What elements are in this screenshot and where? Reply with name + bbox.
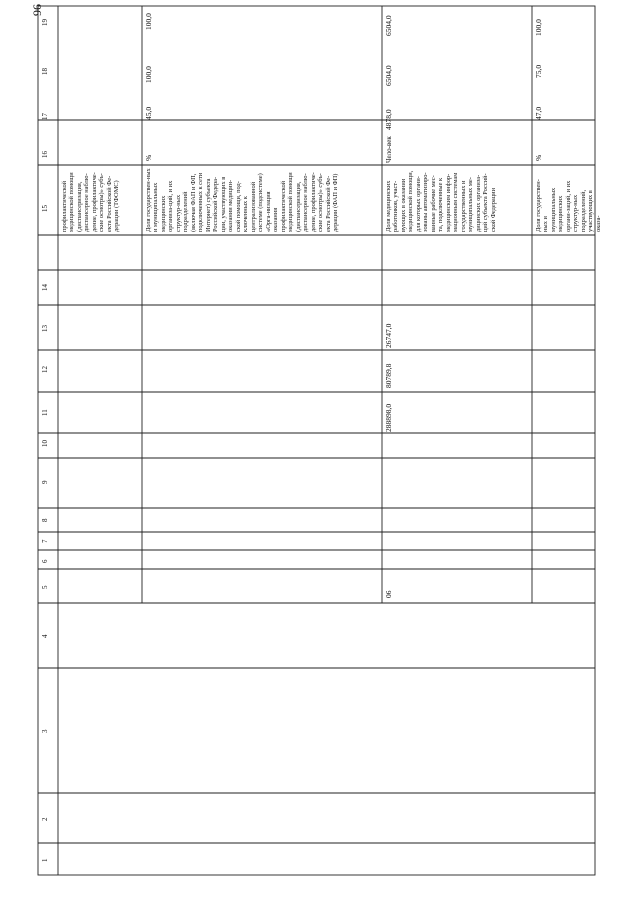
table-row-1-col18: 100,0	[144, 66, 153, 83]
column-number-9: 9	[41, 480, 49, 484]
table-row-3-col17: 47,0	[534, 106, 543, 120]
table-row-2-col18: 6504,0	[384, 65, 393, 86]
column-number-19: 19	[41, 19, 49, 26]
column-number-1: 1	[41, 858, 49, 862]
table-row-1-col19: 100,0	[144, 13, 153, 30]
column-number-4: 4	[41, 634, 49, 638]
table-row-1-description: Доля государствен-ных и муниципальных медицинских организа-ций, и их структур-ных подразделений (включая ФАП и ФП, подключенных к сети Интернет) субъекта Российской Федера-ции, участвующих в оказании медицин-ской помощи, под-ключенных к централизованной системе (подсистеме) «Орга-низация оказания профилактической медицинской помощи (диспансеризация, диспансерное наблю-дение, профилактиче-ские осмотры)» субъ-екта Российской Фе-дерации (ФАП и ФП)	[145, 168, 340, 232]
table-row-1-unit: %	[144, 154, 153, 161]
table-row-1-col17: 45,0	[144, 106, 153, 120]
column-number-2: 2	[41, 817, 49, 821]
column-number-12: 12	[41, 366, 49, 373]
page-number: 96	[30, 4, 44, 16]
column-number-7: 7	[41, 539, 49, 543]
table-row-3-unit: %	[534, 154, 543, 161]
table-row-3-col18: 75,0	[534, 64, 543, 78]
column-number-11: 11	[41, 409, 49, 416]
table-row-2-col11: 288898,0	[384, 403, 393, 432]
column-number-18: 18	[41, 68, 49, 75]
table-row-2-description: Доля медицинских работников, участ-вующих в оказании медицинской помощи, для которых органи-зованы автоматизиро-ванные рабочие мес-та, подключенные к медицинским инфор-мационным системам государственных и муниципальных ме-дицинских организа-ций субъекта Россий-ской Федерации	[385, 170, 497, 232]
table-row-0-description: профилактической медицинской помощи (диспансеризация, диспансерное наблю-дение, профилактиче-ские осмотры)» субъ-екта Российской Фе-дерации (ТФОМС)	[61, 172, 121, 232]
table-row-3-col19: 100,0	[534, 19, 543, 36]
column-number-5: 5	[41, 585, 49, 589]
column-number-3: 3	[41, 729, 49, 733]
column-number-10: 10	[41, 440, 49, 447]
column-number-14: 14	[41, 284, 49, 291]
table-row-3-description: Доля государствен-ных и муниципальных медицинских органи-заций, и их структур-ных подразделений, участвующих в оказа-	[535, 179, 602, 232]
column-number-16: 16	[41, 151, 49, 158]
column-number-6: 6	[41, 559, 49, 563]
column-number-17: 17	[41, 113, 49, 120]
table-row-2-col13: 26747,0	[384, 323, 393, 348]
table-row-2-col12: 80789,8	[384, 363, 393, 388]
column-number-15: 15	[41, 205, 49, 212]
column-number-8: 8	[41, 518, 49, 522]
table-row-2-col5: 06	[384, 590, 393, 598]
table-row-2-col19: 6504,0	[384, 15, 393, 36]
table-row-2-col17: 4878,0	[384, 109, 393, 130]
table-row-2-unit: Чело-век	[385, 136, 393, 163]
column-number-13: 13	[41, 325, 49, 332]
